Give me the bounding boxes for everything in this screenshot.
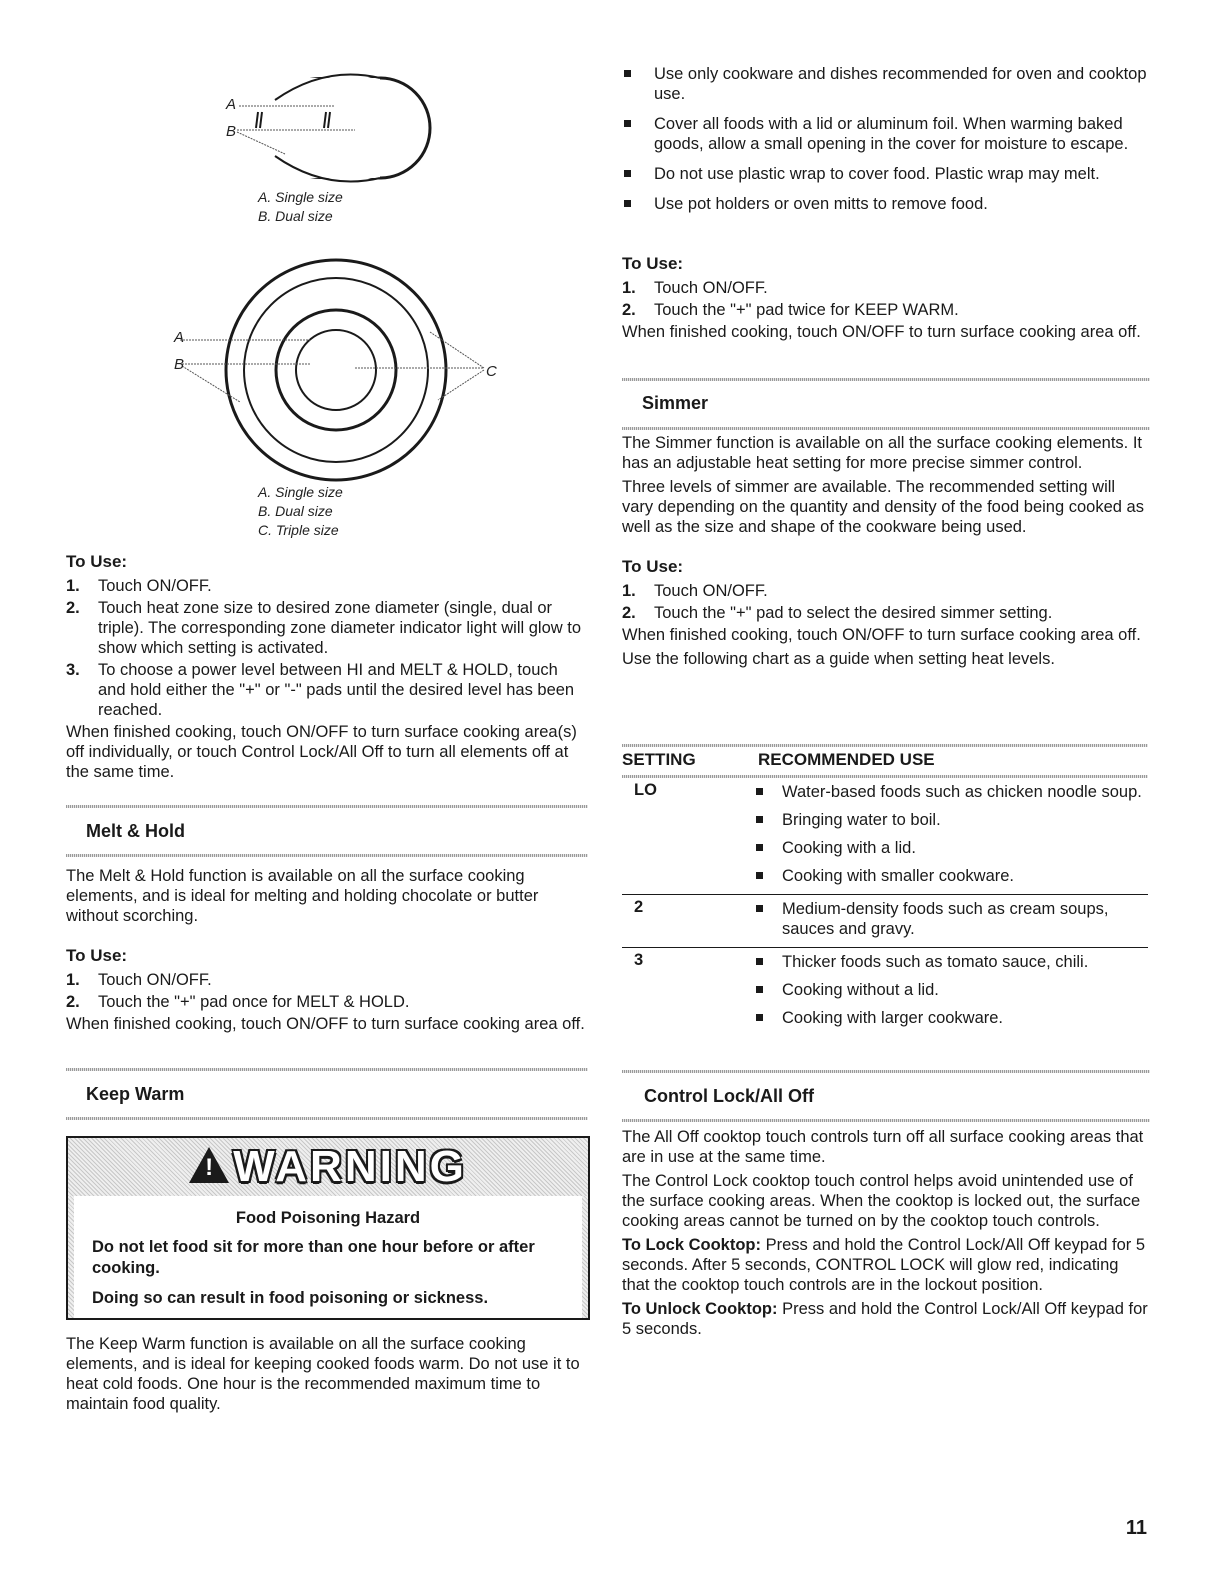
- bullet-icon: [756, 844, 763, 851]
- step-number: 1.: [66, 971, 80, 989]
- use-item: [754, 782, 1148, 802]
- melt-hold-section-header: [66, 805, 588, 857]
- step-number: 2.: [66, 599, 80, 617]
- step-number: 2.: [622, 301, 636, 319]
- keep-warm-intro: The Keep Warm function is available on all the surface cooking elements, and is ideal for keeping cooked foods warm. Do not use it to heat cold foods. One hour is the recommended maximum time to maintain food quality.: [66, 1335, 580, 1413]
- tips-list: [622, 64, 1150, 214]
- bullet-icon: [624, 200, 631, 207]
- divider: [66, 854, 588, 857]
- keep-warm-after: When finished cooking, touch ON/OFF to turn surface cooking area off.: [622, 323, 1141, 341]
- keep-warm-tips: [622, 64, 1150, 224]
- divider: [622, 1119, 1150, 1122]
- divider: [622, 378, 1150, 381]
- col-header-setting: SETTING: [622, 750, 696, 769]
- use-text: Bringing water to boil.: [782, 811, 941, 829]
- control-lock-title: Control Lock/All Off: [644, 1086, 814, 1106]
- divider: [622, 744, 1148, 747]
- tip-item: [622, 64, 1150, 104]
- step-item: [622, 300, 1150, 320]
- warning-hazard: Food Poisoning Hazard: [235, 1209, 421, 1227]
- use-item: [754, 838, 1148, 858]
- diagram2-label-c: C: [486, 363, 497, 380]
- bullet-icon: [624, 120, 631, 127]
- step-number: 2.: [622, 604, 636, 622]
- warning-triangle-icon: [189, 1147, 229, 1183]
- diagram1-label-a: A: [226, 96, 237, 113]
- lock-instructions: [622, 1235, 1150, 1295]
- use-text: Cooking without a lid.: [782, 981, 939, 999]
- use-item: [754, 980, 1148, 1000]
- bullet-icon: [624, 70, 631, 77]
- caption-line: A. Single size: [258, 189, 343, 205]
- caption-line: A. Single size: [258, 484, 343, 500]
- bullet-icon: [756, 816, 763, 823]
- step-item: [66, 992, 588, 1012]
- setting-value: LO: [634, 781, 657, 799]
- warning-word: WARNING: [233, 1142, 467, 1191]
- warning-box: [66, 1136, 590, 1320]
- melt-hold-after: When finished cooking, touch ON/OFF to turn surface cooking area off.: [66, 1015, 585, 1033]
- use-text: Cooking with larger cookware.: [782, 1009, 1004, 1027]
- warning-side-stripe: [68, 1196, 74, 1318]
- table-row: [622, 895, 1148, 948]
- warning-body: [68, 1196, 588, 1319]
- step-item: [622, 581, 1150, 601]
- melt-hold-intro: The Melt & Hold function is available on all the surface cooking elements, and is ideal for melting and holding chocolate or butter without scorching.: [66, 867, 539, 925]
- step-number: 2.: [66, 993, 80, 1011]
- caption-line: B. Dual size: [258, 503, 333, 519]
- keep-warm-steps: [622, 278, 1150, 320]
- bullet-icon: [756, 788, 763, 795]
- simmer-p1: The Simmer function is available on all the surface cooking elements. It has an adjustable heat setting for more precise simmer control.: [622, 434, 1143, 472]
- use-text: Thicker foods such as tomato sauce, chili.: [782, 953, 1089, 971]
- simmer-title: Simmer: [642, 393, 709, 413]
- step-text: Touch ON/OFF.: [654, 279, 768, 297]
- to-use-steps: [66, 576, 588, 720]
- tip-text: Cover all foods with a lid or aluminum foil. When warming baked goods, allow a small opening in the cover for moisture to escape.: [654, 115, 1129, 153]
- warning-side-stripe: [582, 1196, 588, 1318]
- use-item: [754, 866, 1148, 886]
- diagram2-label-a: A: [174, 329, 185, 346]
- step-text: To choose a power level between HI and MELT & HOLD, touch and hold either the "+" or "-" pads until the desired level has been reached.: [98, 661, 575, 719]
- melt-hold-body: [66, 866, 588, 1034]
- step-item: [622, 278, 1150, 298]
- step-text: Touch ON/OFF.: [654, 582, 768, 600]
- warning-line-1: Do not let food sit for more than one hour before or after cooking.: [92, 1238, 535, 1277]
- use-text: Medium-density foods such as cream soups, sauces and gravy.: [782, 900, 1109, 938]
- tip-item: [622, 114, 1150, 154]
- step-text: Touch the "+" pad once for MELT & HOLD.: [98, 993, 410, 1011]
- step-text: Touch the "+" pad to select the desired simmer setting.: [654, 604, 1053, 622]
- control-lock-section-header: [622, 1070, 1150, 1122]
- use-item: [754, 810, 1148, 830]
- step-item: [622, 603, 1150, 623]
- lock-label: To Lock Cooktop:: [622, 1236, 762, 1254]
- step-item: [66, 576, 588, 596]
- unlock-label: To Unlock Cooktop:: [622, 1300, 778, 1318]
- diagram1-label-b: B: [226, 123, 237, 140]
- melt-hold-title: Melt & Hold: [86, 821, 185, 841]
- step-number: 1.: [66, 577, 80, 595]
- simmer-section-header: [622, 378, 1150, 430]
- keep-warm-to-use-heading: To Use:: [622, 254, 684, 273]
- step-number: 1.: [622, 279, 636, 297]
- step-number: 3.: [66, 661, 80, 679]
- melt-hold-steps: [66, 970, 588, 1012]
- table-row: [622, 778, 1148, 895]
- control-lock-body: [622, 1127, 1150, 1339]
- to-use-after: When finished cooking, touch ON/OFF to turn surface cooking area(s) off individually, or touch Control Lock/All Off to turn all elements off at the same time.: [66, 723, 577, 781]
- caption-line: B. Dual size: [258, 208, 333, 224]
- triple-element-diagram: [170, 252, 500, 492]
- simmer-settings-table: [622, 744, 1148, 1036]
- simmer-body: [622, 433, 1150, 669]
- step-text: Touch ON/OFF.: [98, 577, 212, 595]
- use-text: Water-based foods such as chicken noodle soup.: [782, 783, 1142, 801]
- lock-text: Press and hold the Control Lock/All Off keypad for 5 seconds. After 5 seconds, CONTROL LOCK will glow red, indicating that the cooktop touch controls are in the lockout position.: [622, 1236, 1146, 1294]
- diagram1-caption: [258, 188, 343, 226]
- caption-line: C. Triple size: [258, 522, 339, 538]
- bullet-icon: [756, 958, 763, 965]
- bullet-icon: [756, 986, 763, 993]
- simmer-steps: [622, 581, 1150, 623]
- use-list: [754, 899, 1148, 939]
- step-text: Touch ON/OFF.: [98, 971, 212, 989]
- step-item: [66, 660, 588, 720]
- divider: [66, 805, 588, 808]
- tip-text: Use pot holders or oven mitts to remove food.: [654, 195, 988, 213]
- page-number: 11: [1125, 1517, 1147, 1539]
- keep-warm-to-use: [622, 254, 1150, 342]
- table-header: [622, 744, 1148, 778]
- step-item: [66, 598, 588, 658]
- keep-warm-section-header: [66, 1068, 588, 1120]
- tip-item: [622, 194, 1150, 214]
- warning-line-2: Doing so can result in food poisoning or sickness.: [92, 1289, 489, 1307]
- dual-element-diagram: [215, 70, 445, 190]
- divider: [622, 1070, 1150, 1073]
- simmer-after: When finished cooking, touch ON/OFF to turn surface cooking area off.: [622, 626, 1141, 644]
- melt-hold-to-use-heading: To Use:: [66, 946, 128, 965]
- divider: [622, 427, 1150, 430]
- warning-symbol: !: [205, 1154, 214, 1181]
- step-number: 1.: [622, 582, 636, 600]
- use-list: [754, 952, 1148, 1028]
- setting-value: 2: [634, 898, 644, 916]
- divider: [66, 1117, 588, 1120]
- to-use-heading: To Use:: [66, 552, 128, 571]
- tip-text: Use only cookware and dishes recommended for oven and cooktop use.: [654, 65, 1147, 103]
- keep-warm-title: Keep Warm: [86, 1084, 185, 1104]
- warning-header: [68, 1138, 588, 1196]
- col-header-use: RECOMMENDED USE: [758, 750, 935, 769]
- use-item: [754, 1008, 1148, 1028]
- tip-item: [622, 164, 1150, 184]
- unlock-text: Press and hold the Control Lock/All Off keypad for 5 seconds.: [622, 1300, 1148, 1338]
- divider: [66, 1068, 588, 1071]
- keep-warm-body: [66, 1334, 588, 1414]
- setting-value: 3: [634, 951, 644, 969]
- use-item: [754, 899, 1148, 939]
- diagram2-label-b: B: [174, 356, 185, 373]
- bullet-icon: [756, 1014, 763, 1021]
- warning-title: [68, 1142, 588, 1192]
- use-list: [754, 782, 1148, 886]
- table-row: [622, 948, 1148, 1028]
- use-text: Cooking with smaller cookware.: [782, 867, 1015, 885]
- unlock-instructions: [622, 1299, 1150, 1339]
- control-lock-p2: The Control Lock cooktop touch control helps avoid unintended use of the surface cooking areas. When the cooktop is locked out, the surface cooking areas cannot be turned on by the cooktop touch controls.: [622, 1172, 1141, 1230]
- control-lock-p1: The All Off cooktop touch controls turn off all surface cooking areas that are in use at the same time.: [622, 1128, 1144, 1166]
- bullet-icon: [624, 170, 631, 177]
- use-item: [754, 952, 1148, 972]
- tip-text: Do not use plastic wrap to cover food. Plastic wrap may melt.: [654, 165, 1100, 183]
- simmer-chart-intro: Use the following chart as a guide when setting heat levels.: [622, 650, 1055, 668]
- step-text: Touch heat zone size to desired zone diameter (single, dual or triple). The corresponding zone diameter indicator light will glow to show which setting is activated.: [98, 599, 582, 657]
- use-text: Cooking with a lid.: [782, 839, 916, 857]
- cooking-to-use-section: [66, 552, 588, 782]
- simmer-to-use-heading: To Use:: [622, 557, 684, 576]
- simmer-p2: Three levels of simmer are available. The recommended setting will vary depending on the quantity and density of the food being cooked as well as the size and shape of the cookware being used.: [622, 478, 1144, 536]
- bullet-icon: [756, 905, 763, 912]
- step-item: [66, 970, 588, 990]
- bullet-icon: [756, 872, 763, 879]
- step-text: Touch the "+" pad twice for KEEP WARM.: [654, 301, 959, 319]
- diagram2-caption: [258, 483, 343, 540]
